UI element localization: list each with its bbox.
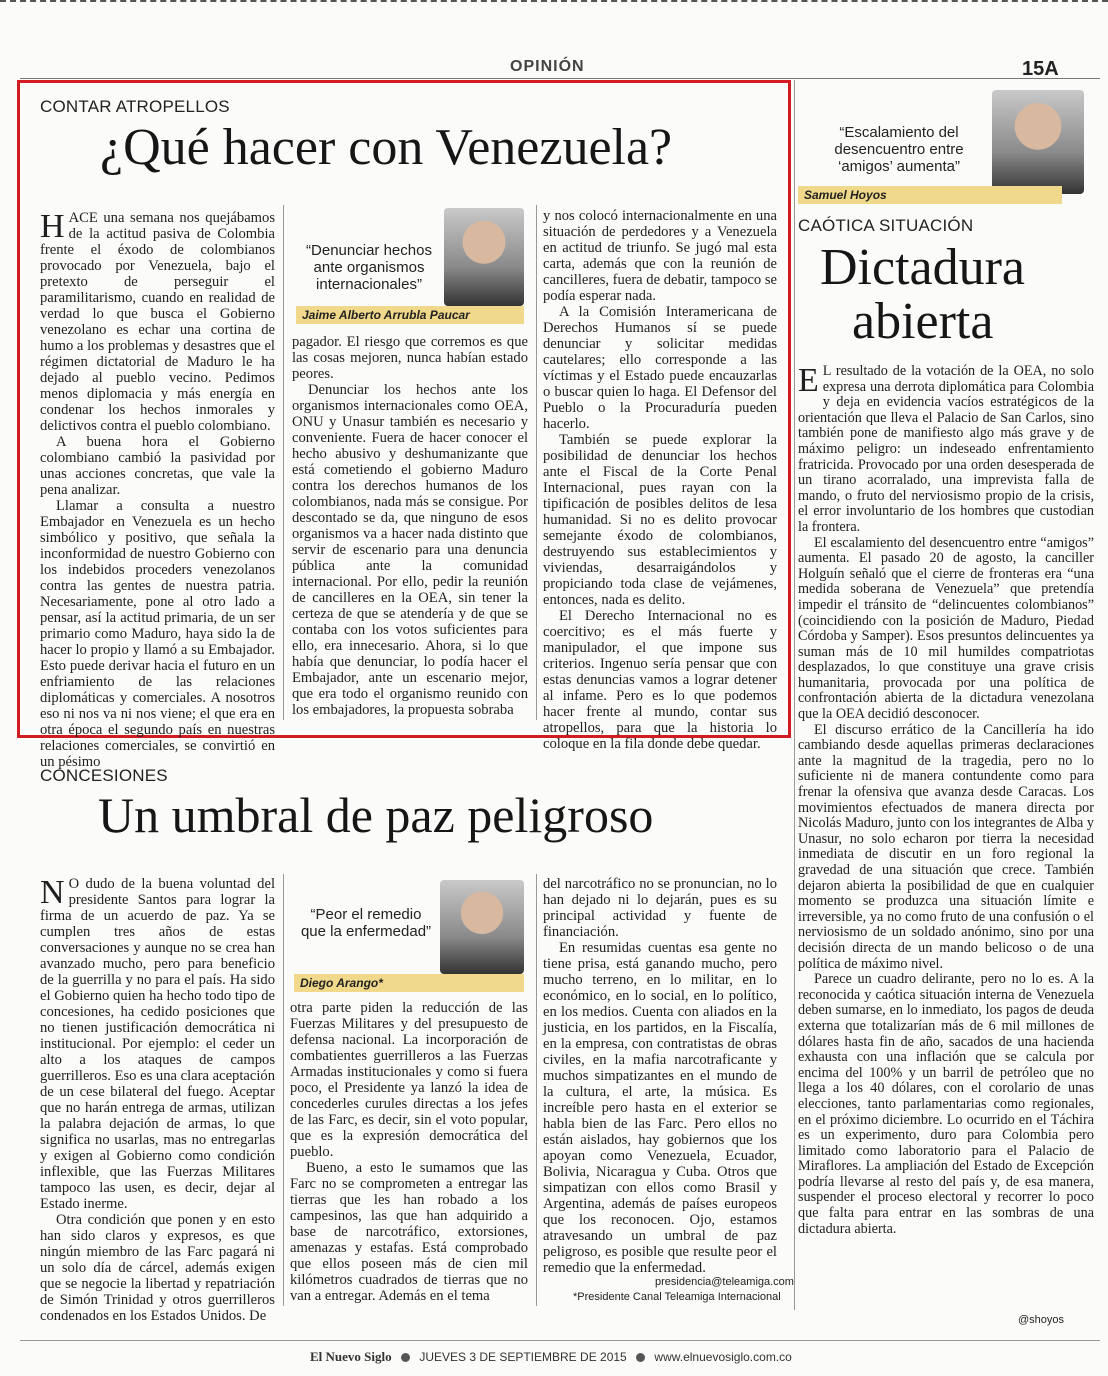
article1-kicker: CONTAR ATROPELLOS bbox=[40, 97, 230, 116]
article1-column-1 bbox=[40, 208, 275, 770]
article3-byline: Samuel Hoyos bbox=[798, 186, 1062, 204]
article2-pullquote-box bbox=[290, 876, 528, 992]
paragraph: del narcotráfico no se pronuncian, no lo han dejado ni lo dejarán, pues es su principal actividad y fuente de financiación. bbox=[543, 876, 777, 940]
paragraph: ACE una semana nos quejábamos de la actitud pasiva de Colombia frente el éxodo de colombianos provocado por Venezuela, bajo el pretexto de perseguir el paramilitarismo, cuando en realidad de verdad lo que busca el Gobierno venezolano es echar una cortina de humo a los problemas y desastres que el régimen dictatorial de Maduro le ha dejado al pueblo vecino. Pedimos menos diplomacia y más energía en condenar los hechos inmorales y delictivos contra el pueblo colombiano. bbox=[40, 210, 275, 434]
paragraph: Otra condición que ponen y en esto han sido claros y expresos, es que ningún miembro de las Farc pagará ni un solo día de cárcel, además exigen que se negocie la libertad y repatriación de Simón Trinidad y otros guerrilleros condenados en los Estados Unidos. De bbox=[40, 1212, 275, 1324]
column-divider bbox=[283, 205, 284, 720]
article1-column-3 bbox=[543, 208, 778, 752]
article1-byline: Jaime Alberto Arrubla Paucar bbox=[296, 306, 524, 324]
paragraph: Bueno, a esto le sumamos que las Farc no se comprometen a entregar las tierras que les han robado a los campesinos, las que han adquirido a base de narcotráfico, extorsiones, amenazas y estafas. Está comprobado que ellos poseen más de cien mil kilómetros cuadrados de tierras que no van a entregar. Además en el tema bbox=[290, 1160, 528, 1304]
column-divider bbox=[283, 874, 284, 1306]
article1-column-2 bbox=[292, 334, 528, 722]
article2-column-3 bbox=[543, 876, 777, 1276]
article3-headline-line1: Dictadura bbox=[820, 239, 1026, 296]
paragraph: otra parte piden la reducción de las Fuerzas Militares y del presupuesto de defensa nacional. La incorporación de combatientes guerrilleros a las Fuerzas Armadas institucionales y como si fuera poco, el Presidente ya lanzó la idea de concederles curules directas a los jefes de las Farc, es decir, sin el voto popular, que es la expresión democrática del pueblo. bbox=[290, 1000, 528, 1160]
article3-headline-line2: abierta bbox=[852, 293, 994, 350]
page-number: 15A bbox=[1022, 58, 1059, 80]
column-divider bbox=[536, 205, 537, 720]
paragraph: Parece un cuadro delirante, pero no lo es. A la reconocida y caótica situación interna de Venezuela deben sumarse, en lo inmediato, los pagos de deuda externa que totalizarían más de 6 mil millones de dólares hasta fin de año, sacados de una hacienda exhausta con una inflación que se calcula por encima del 100% y un barril de petróleo que no llega a los 40 dólares, con el corolario de unas elecciones, tanto parlamentarias como regionales, en el próximo diciembre. Lo ocurrido en el Táchira es un experimento, duro para Colombia pero limitado como laboratorio para el Palacio de Miraflores. La ampliación del Estado de Excepción podría llevarse al resto del país y, de esa manera, suspender el proceso electoral y recorrer lo poco que falta para entrar en las sombras de una dictadura abierta. bbox=[798, 971, 1094, 1237]
article1-headline: ¿Qué hacer con Venezuela? bbox=[100, 119, 673, 176]
article3-kicker: CAÓTICA SITUACIÓN bbox=[798, 216, 974, 235]
article1-dropcap: H bbox=[40, 208, 65, 245]
article2-byline: Diego Arango* bbox=[294, 974, 524, 992]
paragraph: Denunciar los hechos ante los organismos internacionales como OEA, ONU y Unasur también es necesario y conveniente. Fuera de hacer conocer el hecho abusivo y deshumanizante que está cometiendo el gobierno Maduro contra los derechos humanos de los colombianos, nada más se consigue. Por descontado se da, que ninguno de esos organismos va a hacer nada distinto que servir de escenario para una denuncia pública ante la comunidad internacional. Por ello, pedir la reunión de cancilleres en la OEA, sin tener la certeza de que se atendería y de que se contaba con los votos suficientes para ello, era innecesario. Ahora, si lo que había que denunciar, lo podía hacer el Embajador, ante un escenario mejor, que era todo el organismo reunido con los embajadores, la propuesta sobraba bbox=[292, 382, 528, 718]
paragraph: y nos colocó internacionalmente en una situación de perdedores y a Venezuela en actitud de triunfo. Se jugó mal esta carta, además que con la reunión de cancilleres, fuera de debatir, tampoco se podía esperar nada. bbox=[543, 208, 778, 304]
footer bbox=[310, 1349, 792, 1365]
article2-column-2 bbox=[290, 1000, 528, 1306]
paragraph: A la Comisión Interamericana de Derechos Humanos sí se puede denunciar y solicitar medidas cautelares; ello corresponde a las víctimas y el Estado puede encauzarlas o buscar quien lo haga. El Defensor del Pueblo o la Procuraduría pueden hacerlo. bbox=[543, 304, 777, 432]
article3-pullquote-box bbox=[798, 86, 1090, 206]
author-footnote: *Presidente Canal Teleamiga Internacional bbox=[573, 1291, 781, 1303]
author-photo bbox=[440, 880, 524, 974]
paragraph: También se puede explorar la posibilidad de denunciar los hechos ante el Fiscal de la Corte Penal Internacional, pues rayan con la tipificación de posibles delitos de lesa humanidad. Si no es delito provocar semejante éxodo de colombianos, destruyendo sus establecimientos y viviendas, desarraigándolos y propiciando toda clase de vejámenes, entonces, nada es delito. bbox=[543, 432, 777, 608]
author-photo bbox=[444, 208, 524, 306]
bullet-icon bbox=[636, 1353, 645, 1362]
article1-pullquote-box bbox=[292, 208, 528, 326]
paragraph: L resultado de la votación de la OEA, no solo expresa una derrota diplomática para Colombia y deja en evidencia vacíos estratégicos de la orientación que lleva el Palacio de San Carlos, sino también pone de manifiesto algo más grave y de máximo peligro: un indeseado enfrentamiento fratricida. Provocado por una orden desesperada de un tirano acorralado, una imprevista falla de mando, o fruto del nerviosismo propio de la crisis, el error involuntario de los hombres que custodian la frontera. bbox=[798, 363, 1094, 535]
footer-date: JUEVES 3 DE SEPTIEMBRE DE 2015 bbox=[419, 1350, 627, 1364]
article2-kicker: CONCESIONES bbox=[40, 766, 168, 785]
paragraph: Llamar a consulta a nuestro Embajador en Venezuela es un hecho simbólico y positivo, que señala la inconformidad de nuestro Gobierno con los indebidos proceders venezolanos contra las gentes de nuestra patria. Necesariamente, pone al otro lado a pensar, así la actitud primaria, de un ser primario como Maduro, haya sido la de hacer lo propio y llamó a su Embajador. Esto puede derivar hacia el futuro en un enfriamiento de las relaciones diplomáticas y comerciales. A nosotros eso ni nos va ni nos viene; el que era en otra época el segundo país en nuestras relaciones comerciales, se convirtió en un pésimo bbox=[40, 498, 275, 770]
author-photo bbox=[992, 90, 1084, 194]
footer-paper-name: El Nuevo Siglo bbox=[310, 1349, 392, 1364]
paragraph: El escalamiento del desencuentro entre “amigos” aumenta. El pasado 20 de agosto, la canciller Holguín señaló que el cierre de fronteras era “una medida soberana de Venezuela” que pretendía impedir el tránsito de “delincuentes colombianos” (coincidiendo con la posición de Maduro, Piedad Córdoba y Samper). Esos presuntos delincuentes ya suman más de 10 mil humildes compatriotas desplazados, lo que constituye una grave crisis humanitaria, provocada por una política de confrontación abierta de la dictadura venezolana que la OEA decidió desconocer. bbox=[798, 534, 1094, 723]
bullet-icon bbox=[401, 1353, 410, 1362]
paragraph: A buena hora el Gobierno colombiano cambió la pasividad por unas acciones concretas, que vale la pena analizar. bbox=[40, 434, 275, 498]
author-email: presidencia@teleamiga.com bbox=[655, 1276, 794, 1288]
paragraph: En resumidas cuentas esa gente no tiene prisa, está ganando mucho, pero mucho terreno, en lo militar, en lo económico, en lo social, en lo político, en los medios. Cuenta con aliados en la justicia, en los partidos, en la Fiscalía, en la empresa, con contratistas de obras civiles, en la mafia narcotraficante y muchos simpatizantes en el mundo de la cultura, el arte, la música. Es increíble pero hasta en el exterior se habla bien de las Farc. Pero ellos no están aislados, hay gobiernos que los apoyan como Venezuela, Ecuador, Bolivia, Nicaragua y Cuba. Otros que simpatizan con ellos como Brasil y Argentina, además de países europeos que los reconocen. Ojo, estamos atravesando un umbral de paz peligroso, es posible que resulte peor el remedio que la enfermedad. bbox=[543, 940, 777, 1276]
footer-rule bbox=[20, 1340, 1100, 1341]
article1-pull-quote: “Denunciar hechos ante organismos internacionales” bbox=[306, 242, 432, 293]
footer-url[interactable]: www.elnuevosiglo.com.co bbox=[654, 1350, 792, 1364]
article2-dropcap: N bbox=[40, 874, 65, 911]
article2-column-1 bbox=[40, 874, 276, 1324]
top-border bbox=[0, 0, 1108, 6]
author-handle: @shoyos bbox=[1018, 1314, 1065, 1326]
header-rule bbox=[20, 78, 1100, 79]
article3-dropcap: E bbox=[798, 362, 819, 399]
paragraph: El Derecho Internacional no es coercitivo; es el más fuerte y manipulador, el que impone sus criterios. Ingenuo sería pensar que con estas denuncias vamos a lograr detener al infame. Pero es lo que podemos hacer frente al mundo, contar sus atropellos, para que la historia lo coloque en la fila donde debe quedar. bbox=[543, 608, 777, 752]
article3-body bbox=[798, 364, 1094, 1300]
column-divider bbox=[794, 80, 795, 1310]
article2-pull-quote: “Peor el remedio que la enfermedad” bbox=[300, 906, 432, 940]
article2-headline: Un umbral de paz peligroso bbox=[98, 787, 654, 843]
paragraph: El discurso errático de la Cancillería ha ido cambiando desde aquellas primeras declaraciones ante la magnitud de la tragedia, pero no lo suficiente ni de manera contundente como para frenar la ofensiva que avanza desde Caracas. Los movimientos efectuados de manera directa por Nicolás Maduro, junto con los integrantes de Alba y Unasur, no solo echaron por tierra la necesidad inmediata de discutir en un foro regional la gravedad de una situación que crece. También dejaron abierta la posibilidad de que en cualquier momento se produzca una situación límite e irreversible, ya no como fruto de una confusión o el nerviosismo de un soldado anónimo, sino por una decisión directa de un mando belicoso o de una política de máximo nivel. bbox=[798, 721, 1094, 972]
paragraph: pagador. El riesgo que corremos es que las cosas mejoren, nunca habían estado peores. bbox=[292, 334, 528, 382]
section-label: OPINIÓN bbox=[510, 58, 585, 75]
paragraph: O dudo de la buena voluntad del presidente Santos para lograr la firma de un acuerdo de paz. Ya se cumplen tres años de estas conversaciones y aunque no se crea han avanzado mucho, pero para beneficio de la guerrilla y no para el país. Ha sido el Gobierno quien ha hecho todo tipo de concesiones, ha cedido posiciones que no tienen justificación democrática ni institucional. Por ejemplo: el ceder un alto a los ataques de campos guerrilleros. Eso es una clara aceptación de un cese bilateral del fuego. Aceptar que no harán entrega de armas, utilizan la palabra dejación de armas, lo que significa no usarlas, mas no entregarlas y exigen al Gobierno como condición inflexible, que las Fuerzas Militares tampoco las usen, es decir, dejar al Estado inerme. bbox=[40, 876, 276, 1212]
article3-pull-quote: “Escalamiento del desencuentro entre ‘amigos’ aumenta” bbox=[834, 124, 964, 175]
column-divider bbox=[536, 874, 537, 1306]
